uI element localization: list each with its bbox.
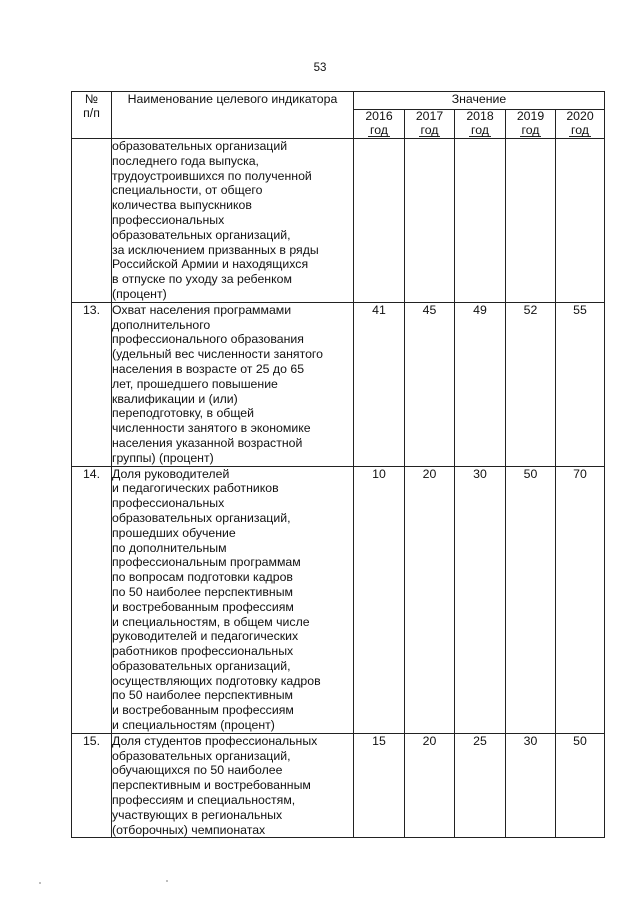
indicator-name-header-label: Наименование целевого индикатора [127,92,338,106]
value-header-label: Значение [451,92,507,106]
year-unit: год [420,122,439,137]
value-2020: 55 [556,302,605,466]
year-label: 2016 [365,109,393,123]
column-header-year-2019 [506,110,556,139]
scan-speck [39,882,41,884]
scan-speck [166,880,168,882]
value-2020: 70 [556,466,605,733]
value-2018: 49 [455,302,506,466]
row-number: 15. [72,733,112,838]
value-2019: 30 [506,733,556,838]
year-label: 2019 [516,109,545,123]
value-2017: 20 [405,466,455,733]
row-number: 14. [72,466,112,733]
value-2020: 50 [556,733,605,838]
page-number: 53 [313,62,327,74]
year-unit: год [521,122,540,137]
number-header-label: № п/п [83,92,100,120]
value-2019: 50 [506,466,556,733]
value-2018: 25 [455,733,506,838]
value-2017: 20 [405,733,455,838]
table-row [72,139,605,303]
table-row [72,302,605,466]
table-row [72,733,605,838]
year-unit: год [571,122,589,137]
value-2019: 52 [506,302,556,466]
indicator-name: образовательных организаций последнего года выпуска, трудоустроившихся по полученной специальности, от общего количества выпускников профессиональных образовательных организаций, за исключением призванных в ряды Российской Армии и находящихся в отпуске по уходу за ребенком (процент) [112,139,354,303]
indicators-table [71,91,605,838]
table-header-row [72,92,605,110]
column-header-year-2016 [354,110,405,139]
table-row [72,466,605,733]
column-header-year-2020 [556,110,605,139]
indicator-name: Доля руководителей и педагогических работников профессиональных образовательных организаций, прошедших обучение по дополнительным профессиональным программам по вопросам подготовки кадров по 50 наиболее перспективным и востребованным профессиям и специальностям, в общем числе руководителей и педагогических работников профессиональных образовательных организаций, осуществляющих подготовку кадров по 50 наиболее перспективным и востребованным профессиям и специальностям (процент) [112,466,354,733]
value-2020 [556,139,605,303]
column-header-year-2018 [455,110,506,139]
column-header-year-2017 [405,110,455,139]
value-2017 [405,139,455,303]
value-2018 [455,139,506,303]
column-header-value [354,92,605,110]
indicator-name: Охват населения программами дополнительного профессионального образования (удельный вес численности занятого населения в возрасте от 25 до 65 лет, прошедшего повышение квалификации и (или) переподготовку, в общей численности занятого в экономике населения указанной возрастной группы) (процент) [112,302,354,466]
year-unit: год [370,122,388,137]
indicator-name: Доля студентов профессиональных образовательных организаций, обучающихся по 50 наиболее перспективным и востребованным профессиям и специальностям, участвующих в региональных (отборочных) чемпионатах [112,733,354,838]
value-2018: 30 [455,466,506,733]
column-header-number [72,92,112,139]
value-2019 [506,139,556,303]
column-header-indicator-name [112,92,354,139]
year-unit: год [471,122,489,137]
value-2016: 15 [354,733,405,838]
year-label: 2018 [466,109,494,123]
year-label: 2020 [566,109,594,123]
value-2017: 45 [405,302,455,466]
year-label: 2017 [415,109,444,123]
value-2016 [354,139,405,303]
value-2016: 10 [354,466,405,733]
row-number [72,139,112,303]
value-2016: 41 [354,302,405,466]
row-number: 13. [72,302,112,466]
